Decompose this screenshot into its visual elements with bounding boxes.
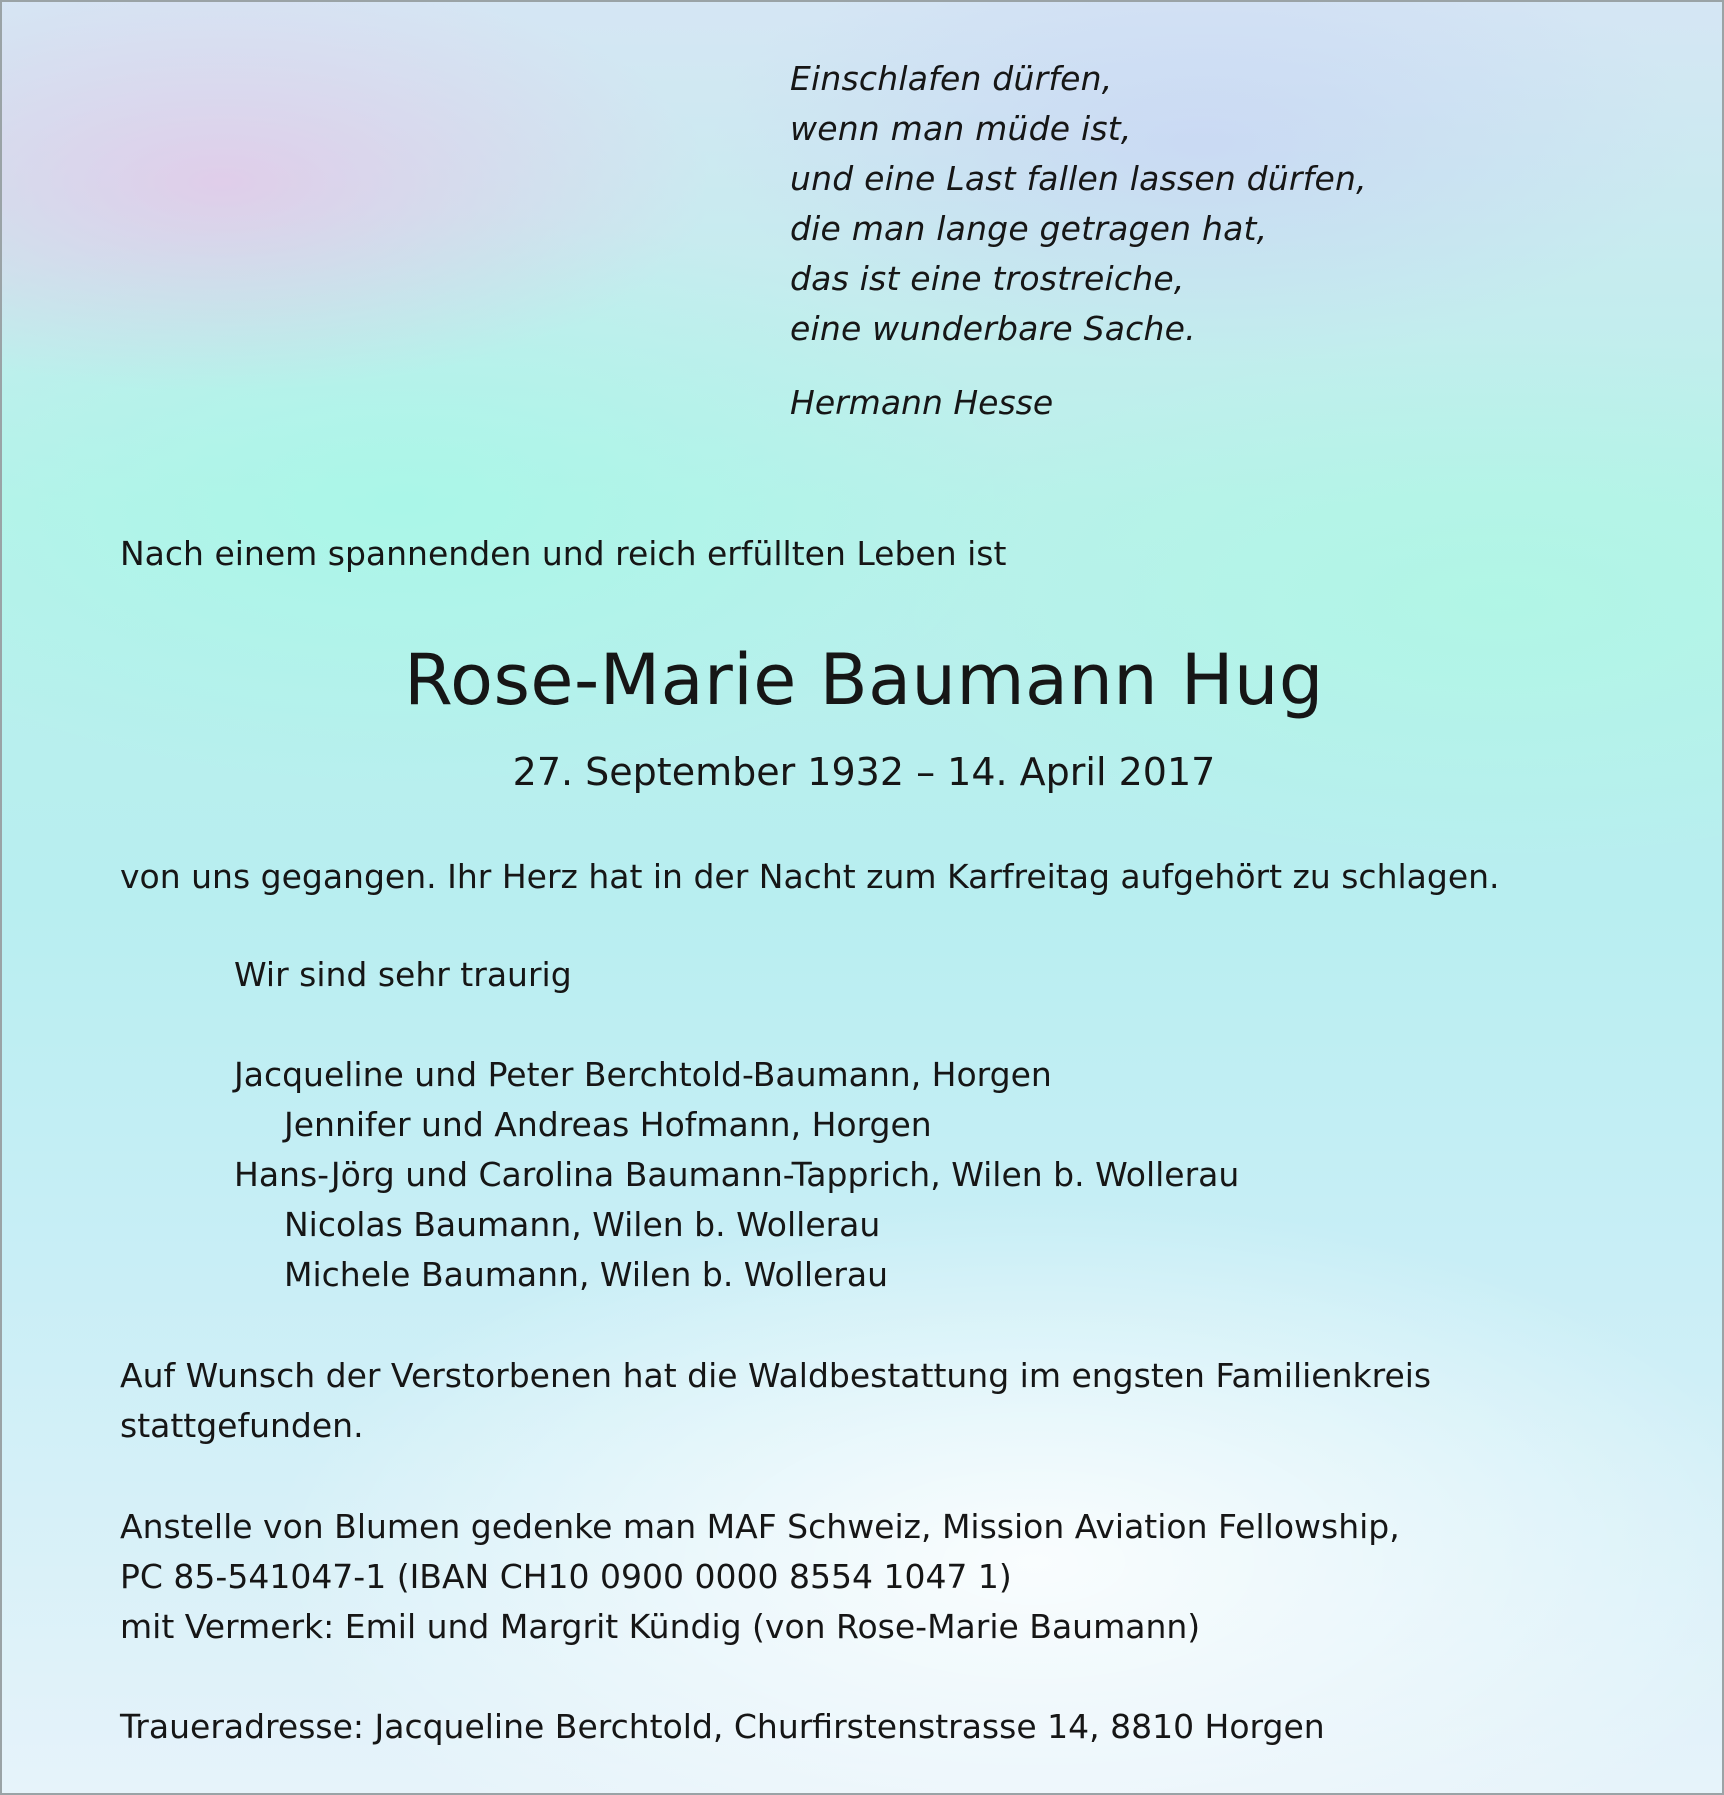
intro-text: Nach einem spannenden und reich erfüllten Leben ist [120, 534, 1007, 573]
burial-paragraph [120, 1351, 1431, 1451]
burial-line: Auf Wunsch der Verstorbenen hat die Waldbestattung im engsten Familienkreis [120, 1356, 1432, 1395]
mourners-intro: Wir sind sehr traurig [234, 955, 572, 994]
deceased-name: Rose-Marie Baumann Hug [404, 639, 1324, 721]
donation-line: Anstelle von Blumen gedenke man MAF Schweiz, Mission Aviation Fellowship, [120, 1507, 1400, 1546]
poem-line: das ist eine trostreiche, [790, 259, 1185, 298]
mourner-entry: Jacqueline und Peter Berchtold-Baumann, Horgen [234, 1055, 1052, 1094]
poem-line: eine wunderbare Sache. [790, 309, 1196, 348]
poem-line: Einschlafen dürfen, [790, 59, 1113, 98]
mourners-list [234, 950, 1239, 1300]
poem-author: Hermann Hesse [790, 383, 1054, 422]
mourner-entry: Hans-Jörg und Carolina Baumann-Tapprich, Wilen b. Wollerau [234, 1155, 1240, 1194]
mourner-entry: Nicolas Baumann, Wilen b. Wollerau [284, 1205, 881, 1244]
burial-line: stattgefunden. [120, 1406, 364, 1445]
poem-line: die man lange getragen hat, [790, 209, 1268, 248]
passing-text: von uns gegangen. Ihr Herz hat in der Nacht zum Karfreitag aufgehört zu schlagen. [120, 857, 1500, 896]
donation-paragraph [120, 1502, 1400, 1652]
poem [790, 54, 1367, 354]
life-dates: 27. September 1932 – 14. April 2017 [512, 750, 1216, 794]
poem-line: wenn man müde ist, [790, 109, 1132, 148]
donation-line: PC 85-541047-1 (IBAN CH10 0900 0000 8554 1047 1) [120, 1557, 1012, 1596]
mourner-entry: Michele Baumann, Wilen b. Wollerau [284, 1255, 889, 1294]
poem-line: und eine Last fallen lassen dürfen, [790, 159, 1367, 198]
donation-line: mit Vermerk: Emil und Margrit Kündig (von Rose-Marie Baumann) [120, 1607, 1201, 1646]
address-line: Traueradresse: Jacqueline Berchtold, Churfirstenstrasse 14, 8810 Horgen [120, 1707, 1325, 1746]
mourner-entry: Jennifer und Andreas Hofmann, Horgen [284, 1105, 932, 1144]
mourning-address [120, 1702, 1325, 1752]
